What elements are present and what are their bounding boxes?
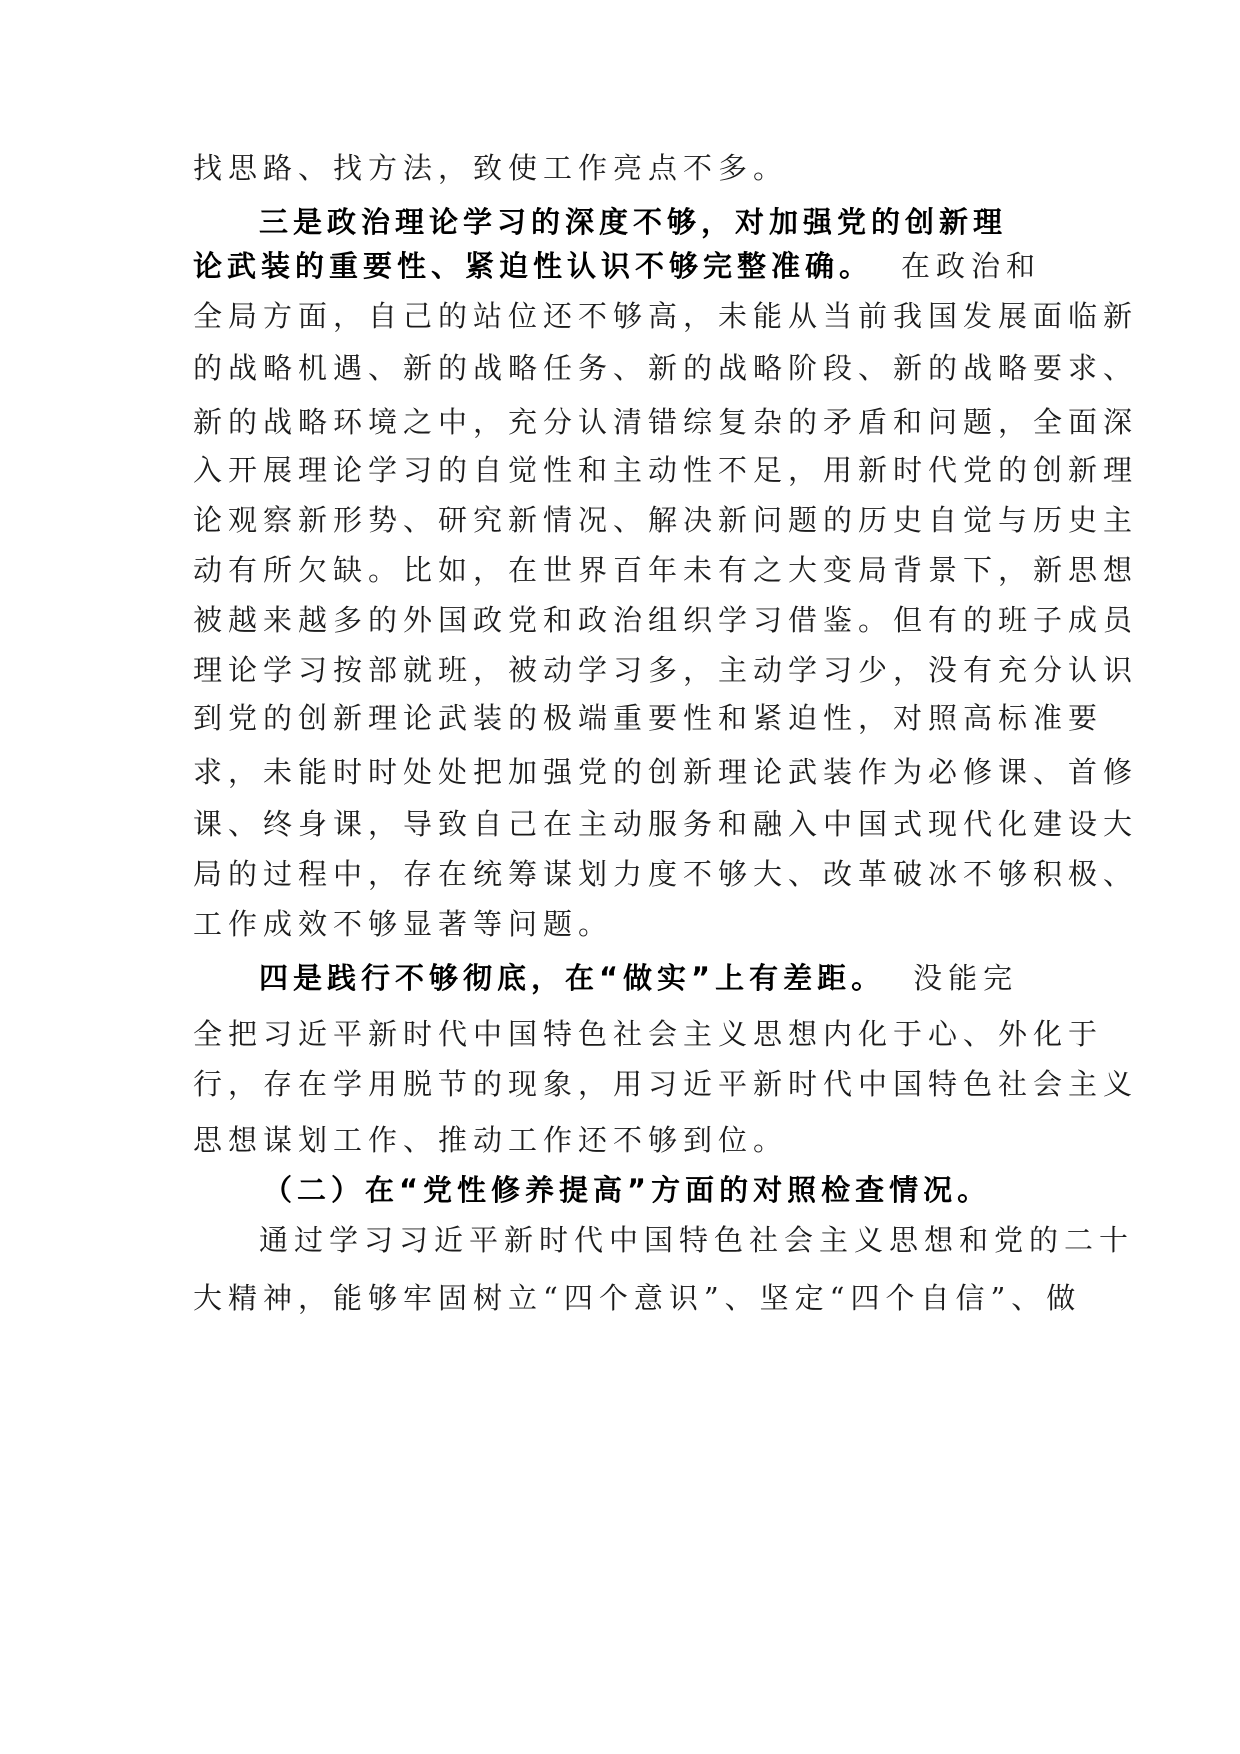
body-line: 工作成效不够显著等问题。 bbox=[193, 907, 614, 941]
body-line: 课、终身课，导致自己在主动服务和融入中国式现代化建设大 bbox=[193, 807, 1139, 841]
body-line: 局的过程中，存在统筹谋划力度不够大、改革破冰不够积极、 bbox=[193, 857, 1139, 891]
body-line: 行，存在学用脱节的现象，用习近平新时代中国特色社会主义 bbox=[193, 1067, 1139, 1101]
body-line: 理论学习按部就班，被动学习多，主动学习少，没有充分认识 bbox=[193, 653, 1139, 687]
body-line: 到党的创新理论武装的极端重要性和紧迫性，对照高标准要 bbox=[193, 701, 1104, 735]
body-line: 通过学习习近平新时代中国特色社会主义思想和党的二十 bbox=[259, 1223, 1135, 1257]
body-line bbox=[259, 954, 1119, 1002]
body-line: 思想谋划工作、推动工作还不够到位。 bbox=[193, 1123, 789, 1157]
body-line bbox=[193, 242, 1053, 290]
body-line: 被越来越多的外国政党和政治组织学习借鉴。但有的班子成员 bbox=[193, 603, 1139, 637]
body-line: 大精神，能够牢固树立“四个意识”、坚定“四个自信”、做 bbox=[193, 1281, 1082, 1315]
point-three-heading-end: 论武装的重要性、紧迫性认识不够完整准确。 bbox=[193, 249, 874, 283]
body-line: 动有所欠缺。比如，在世界百年未有之大变局背景下，新思想 bbox=[193, 553, 1139, 587]
body-line: 全局方面，自己的站位还不够高，未能从当前我国发展面临新 bbox=[193, 299, 1139, 333]
body-line: 入开展理论学习的自觉性和主动性不足，用新时代党的创新理 bbox=[193, 453, 1139, 487]
body-text: 没能完 bbox=[913, 961, 1019, 995]
body-line: 的战略机遇、新的战略任务、新的战略阶段、新的战略要求、 bbox=[193, 351, 1139, 385]
body-line: 求，未能时时处处把加强党的创新理论武装作为必修课、首修 bbox=[193, 755, 1139, 789]
point-four-heading: 四是践行不够彻底，在“做实”上有差距。 bbox=[259, 961, 886, 995]
point-three-heading: 三是政治理论学习的深度不够，对加强党的创新理 bbox=[259, 205, 1008, 239]
body-line: 论观察新形势、研究新情况、解决新问题的历史自觉与历史主 bbox=[193, 503, 1139, 537]
section-heading: （二）在“党性修养提高”方面的对照检查情况。 bbox=[263, 1173, 992, 1207]
body-text: 在政治和 bbox=[901, 249, 1042, 283]
body-line: 新的战略环境之中，充分认清错综复杂的矛盾和问题，全面深 bbox=[193, 405, 1139, 439]
body-line: 找思路、找方法，致使工作亮点不多。 bbox=[193, 151, 789, 185]
body-line: 全把习近平新时代中国特色社会主义思想内化于心、外化于 bbox=[193, 1017, 1104, 1051]
